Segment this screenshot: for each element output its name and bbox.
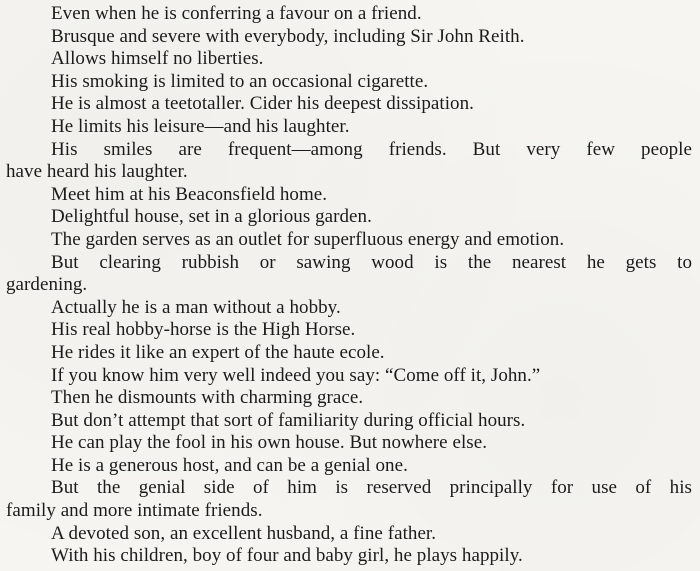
text-line: His real hobby-horse is the High Horse. — [51, 319, 356, 341]
text-line: Then he dismounts with charming grace. — [51, 387, 364, 409]
text-line: With his children, boy of four and baby girl, he plays happily. — [51, 545, 523, 567]
text-line: Even when he is conferring a favour on a friend. — [51, 3, 422, 24]
text-line: Meet him at his Beaconsfield home. — [51, 183, 328, 205]
text-line: He can play the fool in his own house. But nowhere else. — [51, 432, 488, 454]
text-line: have heard his laughter. — [6, 161, 188, 183]
text-line: He is almost a teetotaller. Cider his deepest dissipation. — [51, 93, 474, 115]
text-line: Allows himself no liberties. — [51, 48, 264, 70]
text-line: Brusque and severe with everybody, including Sir John Reith. — [51, 25, 525, 47]
text-line: His smiles are frequent—among friends. But very few people — [51, 138, 692, 160]
text-line: But don’t attempt that sort of familiarity during official hours. — [51, 409, 526, 431]
text-line: But clearing rubbish or sawing wood is the nearest he gets to — [51, 251, 692, 273]
text-line: The garden serves as an outlet for superfluous energy and emotion. — [51, 228, 565, 250]
text-line: He is a generous host, and can be a genial one. — [51, 454, 408, 476]
text-line: His smoking is limited to an occasional cigarette. — [51, 70, 429, 92]
text-line: A devoted son, an excellent husband, a fine father. — [51, 522, 437, 544]
text-line: Actually he is a man without a hobby. — [51, 296, 341, 318]
text-line: He limits his leisure—and his laughter. — [51, 115, 350, 137]
text-line: Delightful house, set in a glorious garden. — [51, 206, 372, 228]
text-line: He rides it like an expert of the haute ecole. — [51, 341, 385, 363]
text-line: If you know him very well indeed you say: “Come off it, John.” — [51, 364, 541, 386]
text-line: gardening. — [6, 274, 88, 296]
text-line: family and more intimate friends. — [6, 500, 263, 522]
text-line: But the genial side of him is reserved principally for use of his — [51, 477, 692, 499]
text-body — [6, 3, 692, 568]
